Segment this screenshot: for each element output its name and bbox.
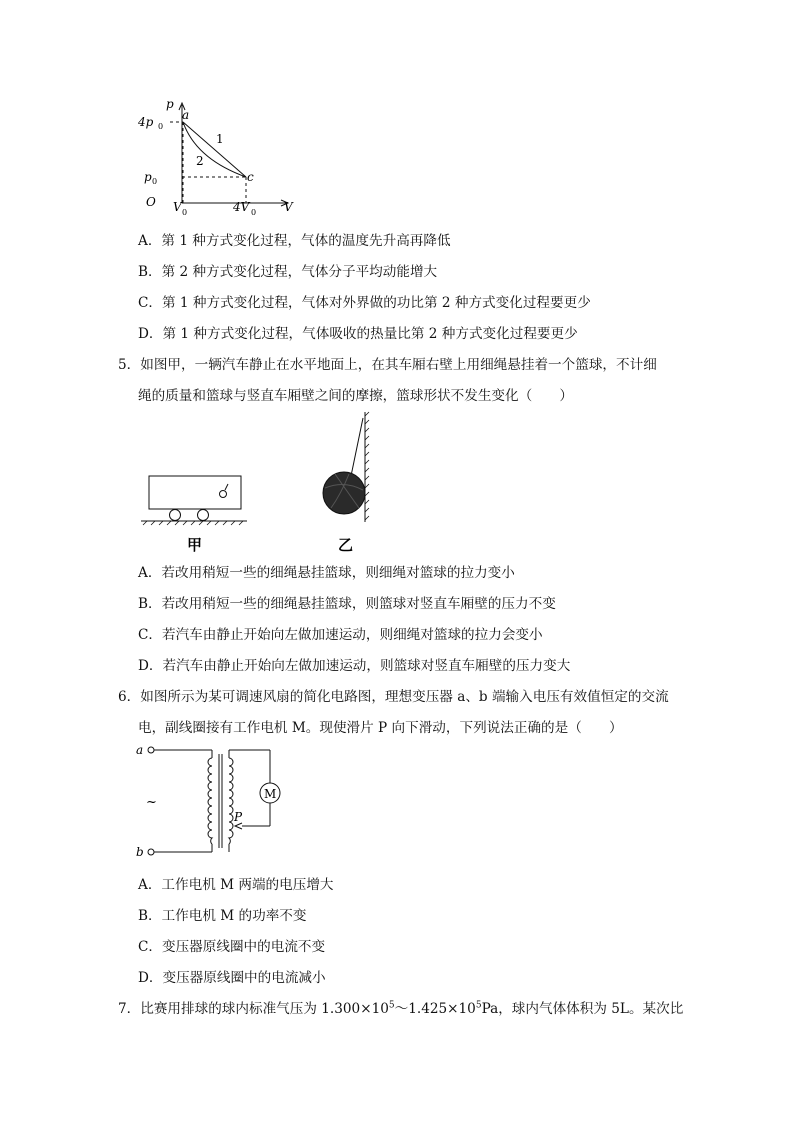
terminal-b-label: b <box>136 845 144 859</box>
process-1-line <box>183 122 246 177</box>
tick-v0: V <box>173 200 182 214</box>
secondary-coil <box>229 758 233 844</box>
primary-coil <box>208 758 212 844</box>
terminal-a-label: a <box>136 743 144 757</box>
q5-stem-line1: 5．如图甲，一辆汽车静止在水平地面上，在其车厢右壁上用细绳悬挂着一个篮球，不计细 <box>118 357 657 373</box>
curve-1-label: 1 <box>216 132 224 146</box>
tick-4v0-sub: 0 <box>251 208 257 217</box>
q7-exp2: 5 <box>475 1000 482 1011</box>
q6-option-d: D．变压器原线圈中的电流减小 <box>138 970 326 986</box>
curve-2-label: 2 <box>196 154 204 168</box>
q4-option-b: B．第 2 种方式变化过程，气体分子平均动能增大 <box>138 264 438 280</box>
v-axis-label: V <box>284 200 293 214</box>
basketball-rope <box>351 418 363 476</box>
q4-option-c: C．第 1 种方式变化过程，气体对外界做的功比第 2 种方式变化过程要更少 <box>138 295 591 311</box>
car-body <box>149 476 241 509</box>
ac-symbol: ~ <box>146 795 157 810</box>
slider-label: P <box>234 810 243 824</box>
q5-option-b: B．若改用稍短一些的细绳悬挂篮球，则篮球对竖直车厢壁的压力不变 <box>138 596 556 612</box>
tick-4p0-sub: 0 <box>158 122 164 131</box>
car-wheel-right <box>198 510 209 521</box>
point-a-label: a <box>182 108 190 122</box>
label-yi: 乙 <box>338 536 354 554</box>
q7-stem-line1 <box>118 997 683 1017</box>
tick-p0-sub: 0 <box>152 177 158 186</box>
q6-option-c: C．变压器原线圈中的电流不变 <box>138 939 326 955</box>
p-axis-label: p <box>166 97 174 111</box>
ground-hatch <box>143 521 243 525</box>
q5-option-c: C．若汽车由静止开始向左做加速运动，则细绳对篮球的拉力会变小 <box>138 627 543 643</box>
q6-circuit-diagram <box>130 740 300 862</box>
point-c-label: c <box>247 170 254 184</box>
q6-stem-line2: 电，副线圈接有工作电机 M。现使滑片 P 向下滑动，下列说法正确的是（ ） <box>138 720 623 736</box>
q7-prefix: 7．比赛用排球的球内标准气压为 1.300×10 <box>118 1001 389 1017</box>
q5-option-d: D．若汽车由静止开始向左做加速运动，则篮球对竖直车厢壁的压力变大 <box>138 658 571 674</box>
car-ball <box>220 491 227 498</box>
car-wheel-left <box>170 510 181 521</box>
origin-label: O <box>146 195 156 209</box>
q7-mid: ～1.425×10 <box>394 1001 476 1017</box>
label-jia: 甲 <box>187 536 203 554</box>
q4-option-a: A．第 1 种方式变化过程，气体的温度先升高再降低 <box>138 233 451 249</box>
car-rope <box>225 484 228 490</box>
pv-diagram <box>130 95 300 220</box>
q6-option-a: A．工作电机 M 两端的电压增大 <box>138 877 334 893</box>
q7-exp1: 5 <box>388 1000 395 1011</box>
wall-hatch <box>365 412 369 520</box>
terminal-a <box>148 747 154 753</box>
q7-suffix: Pa，球内气体体积为 5L。某次比 <box>481 1001 684 1017</box>
q5-option-a: A．若改用稍短一些的细绳悬挂篮球，则细绳对篮球的拉力变小 <box>138 565 515 581</box>
q6-stem-line1: 6．如图所示为某可调速风扇的简化电路图，理想变压器 a、b 端输入电压有效值恒定的交流 <box>118 689 669 705</box>
terminal-b <box>148 849 154 855</box>
q5-figure <box>135 410 395 560</box>
tick-4p0: 4p <box>138 115 154 129</box>
tick-v0-sub: 0 <box>182 208 188 217</box>
tick-p0: p <box>144 170 152 184</box>
q4-option-d: D．第 1 种方式变化过程，气体吸收的热量比第 2 种方式变化过程要更少 <box>138 326 578 342</box>
q5-stem-line2: 绳的质量和篮球与竖直车厢壁之间的摩擦，篮球形状不发生变化（ ） <box>138 388 573 404</box>
motor-label: M <box>264 787 277 801</box>
tick-4v0: 4V <box>233 200 250 214</box>
q6-option-b: B．工作电机 M 的功率不变 <box>138 908 307 924</box>
